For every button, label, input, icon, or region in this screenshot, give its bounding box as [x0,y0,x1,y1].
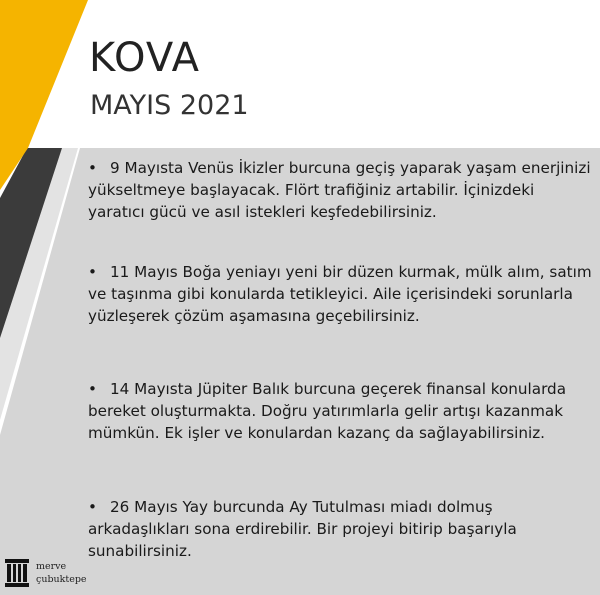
bullet-text: 9 Mayısta Venüs İkizler burcuna geçiş yaparak yaşam enerjinizi yükseltmeye başlayacak. Flört trafiğiniz artabilir. İçinizdeki yaratıcı gücü ve asıl istekleri keşfedebilirsiniz. [88,159,591,221]
bullet-text: 26 Mayıs Yay burcunda Ay Tutulması miadı dolmuş arkadaşlıkları sona erdirebilir. Bir projeyi bitirip başarıyla sunabilirsiniz. [88,498,517,560]
bullet-item [88,496,593,562]
page-title: KOVA [89,35,200,81]
bullet-dot-icon: • [88,159,97,177]
bullet-list [88,152,600,595]
bullet-text: 14 Mayısta Jüpiter Balık burcuna geçerek finansal konularda bereket oluşturmakta. Doğru yatırımlarla gelir artışı kazanmak mümkün. Ek işler ve konulardan kazanç da sağlayabilirsiniz. [88,380,567,442]
bullet-item [88,261,593,327]
page-subtitle: MAYIS 2021 [90,90,249,121]
bullet-text: 11 Mayıs Boğa yeniayı yeni bir düzen kurmak, mülk alım, satım ve taşınma gibi konularda tetikleyici. Aile içerisindeki sorunlarla yüzleşerek çözüm aşamasına geçebilirsiniz. [88,263,592,325]
column-icon [4,558,30,588]
bullet-dot-icon: • [88,263,97,281]
bullet-item [88,157,593,223]
logo-name-last: çubuktepe [36,574,87,585]
bullet-dot-icon: • [88,498,97,516]
bullet-item [88,378,593,444]
bullet-dot-icon: • [88,380,97,398]
author-logo [4,556,124,592]
logo-name-first: merve [36,561,67,572]
